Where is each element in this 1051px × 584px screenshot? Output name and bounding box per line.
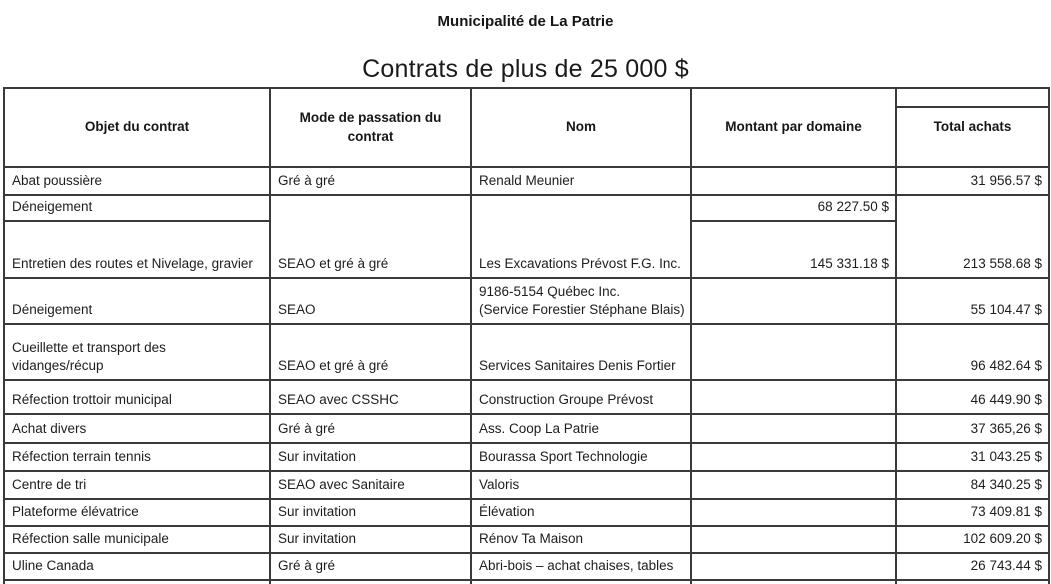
cell-nom [471,278,691,324]
cell-mode: Gré à gré [270,414,471,443]
cell-montant [691,499,896,526]
cell-montant [691,526,896,553]
cell-mode: Sur invitation [270,443,471,471]
cell-objet: Entretien des routes et Nivelage, gravier [4,221,270,278]
cell-objet: Plateforme élévatrice [4,499,270,526]
cell-total: 26 743.44 $ [896,553,1049,580]
cell-objet-line2: vidanges/récup [12,358,104,374]
cell-nom: Rénov Ta Maison [471,526,691,553]
cell-nom: Construction Groupe Prévost [471,380,691,414]
cell-total: 73 409.81 $ [896,499,1049,526]
page-subtitle: Contrats de plus de 25 000 $ [362,55,689,83]
cell-total: 31 956.57 $ [896,167,1049,195]
cell-total: 31 043.25 $ [896,443,1049,471]
cell-mode: Sur invitation [270,499,471,526]
cell-mode: SEAO avec CSSHC [270,380,471,414]
table-row [4,471,1049,499]
cell-nom [471,580,691,584]
cell-montant [691,414,896,443]
cell-nom: Élévation [471,499,691,526]
cell-objet [4,324,270,380]
cell-mode: SEAO avec Sanitaire [270,471,471,499]
column-header-mode: Mode de passation du contrat [270,88,471,167]
table-header-row [4,88,1049,167]
cell-objet: Centre de tri [4,471,270,499]
cell-mode: Gré à gré [270,553,471,580]
cell-montant [691,167,896,195]
page-title: Municipalité de La Patrie [437,13,614,30]
header-cell-divider-line [896,106,1048,108]
cell-nom: Bourassa Sport Technologie [471,443,691,471]
cell-objet: Déneigement [4,278,270,324]
contracts-table [3,87,1050,584]
cell-objet: Uline Canada [4,553,270,580]
cell-objet-line1: Cueillette et transport des [12,340,166,356]
cell-montant: 145 331.18 $ [691,221,896,278]
table-row [4,167,1049,195]
cell-total: 102 609.20 $ [896,526,1049,553]
cell-total: 55 104.47 $ [896,278,1049,324]
cell-montant [691,380,896,414]
cell-mode: SEAO et gré à gré [270,195,471,278]
cell-objet: Réfection trottoir municipal [4,380,270,414]
cell-total: 96 482.64 $ [896,324,1049,380]
cell-total: 46 449.90 $ [896,380,1049,414]
cell-mode: Gré à gré [270,167,471,195]
cell-montant [691,278,896,324]
cell-nom: Les Excavations Prévost F.G. Inc. [471,195,691,278]
cell-montant [691,443,896,471]
cell-total: 84 340.25 $ [896,471,1049,499]
table-row [4,414,1049,443]
table-row [4,553,1049,580]
cell-objet: Déneigement [4,195,270,221]
table-row [4,195,1049,221]
cell-mode: SEAO et gré à gré [270,324,471,380]
cell-montant [691,471,896,499]
cell-total: 213 558.68 $ [896,195,1049,278]
cell-nom: Valoris [471,471,691,499]
cell-montant [691,580,896,584]
column-header-objet: Objet du contrat [4,88,270,167]
column-header-total: Total achats [896,88,1049,167]
cell-objet: Réfection salle municipale [4,526,270,553]
column-header-montant: Montant par domaine [691,88,896,167]
table-row [4,324,1049,380]
cell-objet: Achat divers [4,414,270,443]
cell-objet [4,580,270,584]
cell-total: 37 365,26 $ [896,414,1049,443]
cell-mode [270,580,471,584]
cell-nom: Abri-bois – achat chaises, tables [471,553,691,580]
cell-nom-line2: (Service Forestier Stéphane Blais) [479,302,685,318]
cell-montant [691,324,896,380]
cell-mode: Sur invitation [270,526,471,553]
cell-objet: Abat poussière [4,167,270,195]
cell-mode: SEAO [270,278,471,324]
table-row [4,526,1049,553]
table-row [4,499,1049,526]
column-header-nom: Nom [471,88,691,167]
table-row [4,278,1049,324]
cell-montant [691,553,896,580]
table-row-partial [4,580,1049,584]
cell-total [896,580,1049,584]
cell-montant: 68 227.50 $ [691,195,896,221]
table-row [4,380,1049,414]
cell-nom: Services Sanitaires Denis Fortier [471,324,691,380]
cell-nom-line1: 9186-5154 Québec Inc. [479,284,621,300]
cell-nom: Renald Meunier [471,167,691,195]
cell-objet: Réfection terrain tennis [4,443,270,471]
cell-nom: Ass. Coop La Patrie [471,414,691,443]
table-row [4,443,1049,471]
